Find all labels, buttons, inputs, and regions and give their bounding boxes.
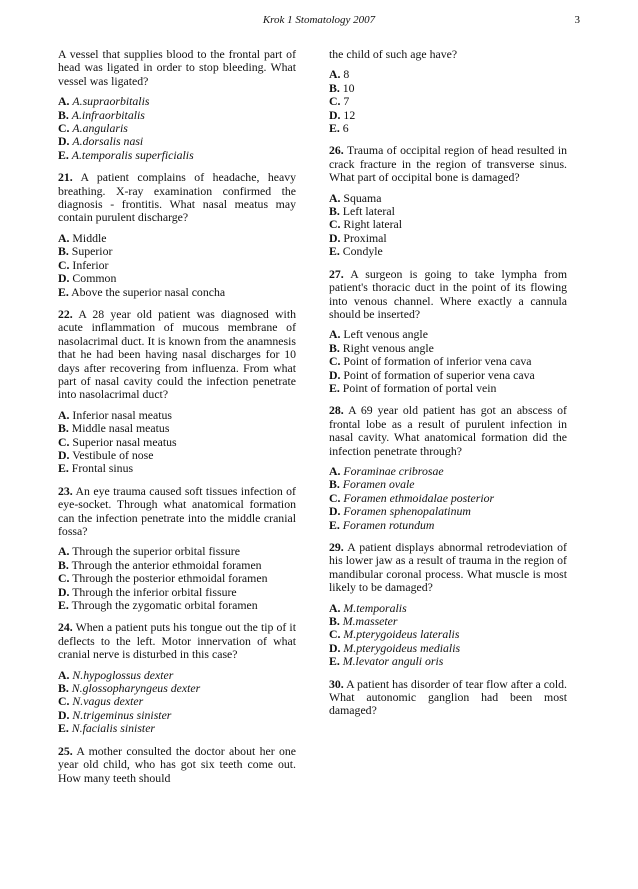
answer-option (58, 722, 296, 735)
option-letter: A. (329, 600, 341, 615)
question-number: 26. (329, 143, 344, 158)
option-letter: D. (58, 707, 70, 722)
option-letter: E. (58, 461, 69, 476)
answer-option (329, 342, 567, 355)
question-number: 25. (58, 743, 73, 758)
question-text (58, 745, 296, 785)
answer-option (329, 492, 567, 505)
option-text: Through the inferior orbital fissure (72, 584, 237, 599)
answer-option (329, 328, 567, 341)
question-block (329, 144, 567, 258)
answer-option (329, 465, 567, 478)
option-text: Point of formation of inferior vena cava (343, 354, 532, 369)
answer-option (329, 382, 567, 395)
answer-option (58, 149, 296, 162)
option-letter: B. (329, 614, 340, 629)
page-header (58, 12, 580, 28)
option-text: Squama (343, 190, 382, 205)
option-text: Left venous angle (343, 327, 428, 342)
option-letter: E. (58, 721, 69, 736)
answer-option (58, 232, 296, 245)
option-letter: D. (329, 640, 341, 655)
answer-option (329, 655, 567, 668)
option-letter: B. (58, 557, 69, 572)
answer-option (329, 205, 567, 218)
option-text: Condyle (342, 244, 383, 259)
answer-option (58, 422, 296, 435)
answer-option (58, 436, 296, 449)
question-stem: When a patient puts his tongue out the tip of it deflects to the left. Motor innervation of what cranial nerve is disturbed in this case? (58, 620, 296, 662)
answer-option (58, 122, 296, 135)
answer-options (58, 409, 296, 476)
answer-option (58, 245, 296, 258)
question-text (329, 144, 567, 184)
question-number: 23. (58, 483, 73, 498)
option-letter: E. (329, 121, 340, 136)
option-text: Proximal (343, 230, 387, 245)
answer-option (58, 409, 296, 422)
option-letter: E. (329, 654, 340, 669)
option-text: 7 (343, 94, 350, 109)
option-letter: B. (329, 340, 340, 355)
answer-options (58, 545, 296, 612)
option-letter: D. (58, 134, 70, 149)
option-letter: D. (58, 447, 70, 462)
question-stem: A patient displays abnormal retrodeviation of his lower jaw as a result of trauma in the region of mandibular coronal process. What muscle is most likely to be damaged? (329, 540, 567, 595)
question-block (329, 541, 567, 669)
question-text (58, 485, 296, 539)
answer-option (58, 682, 296, 695)
answer-option (58, 286, 296, 299)
option-text: Frontal sinus (71, 461, 134, 476)
option-letter: C. (58, 434, 70, 449)
answer-options (329, 465, 567, 532)
option-letter: B. (329, 80, 340, 95)
answer-options (58, 232, 296, 299)
question-number: 28. (329, 403, 344, 418)
option-text: 12 (343, 107, 356, 122)
option-letter: A. (329, 463, 341, 478)
option-text: M.masseter (342, 614, 398, 629)
answer-options (329, 192, 567, 259)
question-stem: the child of such age have? (329, 47, 458, 61)
option-letter: C. (329, 94, 341, 109)
option-letter: A. (329, 327, 341, 342)
answer-option (329, 232, 567, 245)
question-block (58, 308, 296, 476)
option-letter: C. (329, 217, 341, 232)
answer-option (58, 449, 296, 462)
option-letter: A. (58, 667, 70, 682)
answer-option (329, 192, 567, 205)
answer-option (329, 642, 567, 655)
option-text: 10 (342, 80, 355, 95)
option-text: Superior nasal meatus (72, 434, 177, 449)
page-number: 3 (574, 14, 580, 26)
question-block (329, 268, 567, 396)
option-letter: E. (329, 380, 340, 395)
option-letter: D. (329, 107, 341, 122)
option-letter: D. (329, 367, 341, 382)
question-stem: A patient has disorder of tear flow after a cold. What autonomic ganglion had been most damaged? (329, 676, 567, 718)
answer-option (329, 602, 567, 615)
option-text: M.pterygoideus lateralis (343, 627, 460, 642)
option-text: 8 (343, 67, 350, 82)
answer-option (58, 669, 296, 682)
answer-option (329, 519, 567, 532)
option-text: Inferior nasal meatus (72, 407, 172, 422)
answer-option (329, 245, 567, 258)
question-block (329, 48, 567, 135)
question-block (58, 48, 296, 162)
answer-option (58, 559, 296, 572)
option-text: 6 (342, 121, 349, 136)
option-letter: E. (58, 598, 69, 613)
option-text: Left lateral (342, 204, 395, 219)
option-text: Foramen rotundum (342, 517, 435, 532)
option-text: N.facialis sinister (71, 721, 156, 736)
option-text: N.hypoglossus dexter (72, 667, 174, 682)
option-letter: C. (58, 694, 70, 709)
option-text: M.pterygoideus medialis (343, 640, 461, 655)
answer-options (58, 669, 296, 736)
option-letter: A. (329, 190, 341, 205)
option-letter: E. (329, 517, 340, 532)
option-text: Middle (72, 230, 107, 245)
question-block (58, 485, 296, 613)
answer-option (329, 355, 567, 368)
question-stem: A 28 year old patient was diagnosed with acute inflammation of mucous membrane of nasolacrimal duct. It is known from the anamnesis that he had been having nasal discharges for 10 days after recovering from influenza. From what part of nasal cavity could the infection penetrate into nasolacrimal duct? (58, 306, 296, 402)
question-number: 27. (329, 266, 344, 281)
question-stem: A mother consulted the doctor about her one year old child, who has got six teeth come out. How many teeth should (58, 743, 296, 785)
option-letter: B. (329, 204, 340, 219)
question-stem: An eye trauma caused soft tissues infection of eye-socket. Through what anatomical formation can the infection penetrate into the middle cranial fossa? (58, 483, 296, 538)
answer-option (329, 122, 567, 135)
option-text: Right lateral (343, 217, 403, 232)
option-text: A.supraorbitalis (72, 94, 150, 109)
question-text (58, 621, 296, 661)
answer-option (58, 695, 296, 708)
question-text (329, 48, 567, 61)
option-letter: B. (58, 244, 69, 259)
question-text (58, 48, 296, 88)
option-text: A.dorsalis nasi (72, 134, 144, 149)
option-letter: E. (329, 244, 340, 259)
option-letter: B. (58, 681, 69, 696)
option-text: Superior (71, 244, 113, 259)
answer-options (58, 95, 296, 162)
answer-options (329, 328, 567, 395)
question-block (58, 745, 296, 785)
option-text: N.glossopharyngeus dexter (71, 681, 201, 696)
question-text (329, 404, 567, 458)
option-text: Point of formation of superior vena cava (343, 367, 535, 382)
question-stem: A 69 year old patient has got an abscess of frontal lobe as a result of purulent infection in nasal cavity. What anatomical formation did the infection penetrate through? (329, 403, 567, 458)
option-letter: A. (58, 94, 70, 109)
option-text: M.levator anguli oris (342, 654, 444, 669)
question-stem: Trauma of occipital region of head resulted in crack fracture in the region of transverse sinus. What part of occipital bone is damaged? (329, 143, 567, 185)
option-text: N.vagus dexter (72, 694, 144, 709)
answer-options (329, 602, 567, 669)
option-text: Above the superior nasal concha (71, 284, 226, 299)
option-text: A.temporalis superficialis (71, 147, 194, 162)
option-letter: A. (58, 407, 70, 422)
option-text: Through the zygomatic orbital foramen (71, 598, 258, 613)
answer-option (58, 272, 296, 285)
answer-option (58, 462, 296, 475)
option-letter: B. (58, 421, 69, 436)
question-stem: A vessel that supplies blood to the frontal part of head was ligated in order to stop bleeding. What vessel was ligated? (58, 47, 296, 88)
answer-option (329, 82, 567, 95)
option-text: A.angularis (72, 121, 128, 136)
option-letter: C. (329, 354, 341, 369)
answer-option (329, 505, 567, 518)
option-letter: C. (329, 490, 341, 505)
question-number: 29. (329, 540, 344, 554)
option-letter: D. (329, 230, 341, 245)
option-text: Right venous angle (342, 340, 434, 355)
option-letter: A. (58, 230, 70, 245)
option-letter: D. (58, 584, 70, 599)
answer-option (329, 218, 567, 231)
question-text (329, 678, 567, 718)
option-letter: B. (58, 107, 69, 122)
option-text: Vestibule of nose (72, 447, 154, 462)
option-text: M.temporalis (343, 600, 407, 615)
option-letter: B. (329, 477, 340, 492)
answer-option (58, 586, 296, 599)
answer-options (329, 68, 567, 135)
question-text (58, 171, 296, 225)
option-letter: D. (58, 271, 70, 286)
option-text: Middle nasal meatus (71, 421, 170, 436)
option-text: Foraminae cribrosae (343, 463, 444, 478)
option-text: Through the superior orbital fissure (72, 544, 240, 559)
answer-option (329, 628, 567, 641)
question-number: 24. (58, 620, 73, 635)
answer-option (329, 68, 567, 81)
option-text: Common (72, 271, 117, 286)
answer-option (58, 545, 296, 558)
option-letter: C. (329, 627, 341, 642)
right-column (329, 48, 567, 725)
question-text (58, 308, 296, 402)
answer-option (58, 709, 296, 722)
option-letter: A. (58, 544, 70, 559)
option-letter: A. (329, 67, 341, 82)
question-number: 22. (58, 306, 73, 321)
option-letter: D. (329, 504, 341, 519)
question-text (329, 541, 567, 595)
option-letter: C. (58, 121, 70, 136)
left-column (58, 48, 296, 792)
answer-option (329, 95, 567, 108)
option-letter: E. (58, 284, 69, 299)
question-block (329, 404, 567, 532)
answer-option (329, 478, 567, 491)
answer-option (58, 572, 296, 585)
option-text: N.trigeminus sinister (72, 707, 172, 722)
answer-option (58, 599, 296, 612)
answer-option (58, 109, 296, 122)
question-stem: A surgeon is going to take lympha from patient's thoracic duct in the point of its flowing into venous channel. Where exactly a cannula should be inserted? (329, 266, 567, 321)
answer-option (329, 369, 567, 382)
question-number: 30. (329, 676, 344, 691)
option-text: Inferior (72, 257, 109, 272)
option-text: Foramen ethmoidalae posterior (343, 490, 495, 505)
option-text: Point of formation of portal vein (342, 380, 497, 395)
question-text (329, 268, 567, 322)
option-letter: C. (58, 257, 70, 272)
answer-option (58, 259, 296, 272)
question-block (329, 678, 567, 718)
answer-option (329, 109, 567, 122)
option-text: Foramen ovale (342, 477, 415, 492)
question-block (58, 621, 296, 735)
option-letter: C. (58, 571, 70, 586)
answer-option (58, 95, 296, 108)
option-text: A.infraorbitalis (71, 107, 145, 122)
answer-option (58, 135, 296, 148)
option-text: Through the posterior ethmoidal foramen (72, 571, 268, 586)
option-letter: E. (58, 147, 69, 162)
option-text: Through the anterior ethmoidal foramen (71, 557, 262, 572)
header-title: Krok 1 Stomatology 2007 (262, 14, 376, 26)
question-number: 21. (58, 170, 73, 185)
answer-option (329, 615, 567, 628)
option-text: Foramen sphenopalatinum (343, 504, 471, 519)
question-block (58, 171, 296, 299)
question-stem: A patient complains of headache, heavy breathing. X-ray examination confirmed the diagnosis - frontitis. What nasal meatus may contain purulent discharge? (58, 170, 296, 225)
